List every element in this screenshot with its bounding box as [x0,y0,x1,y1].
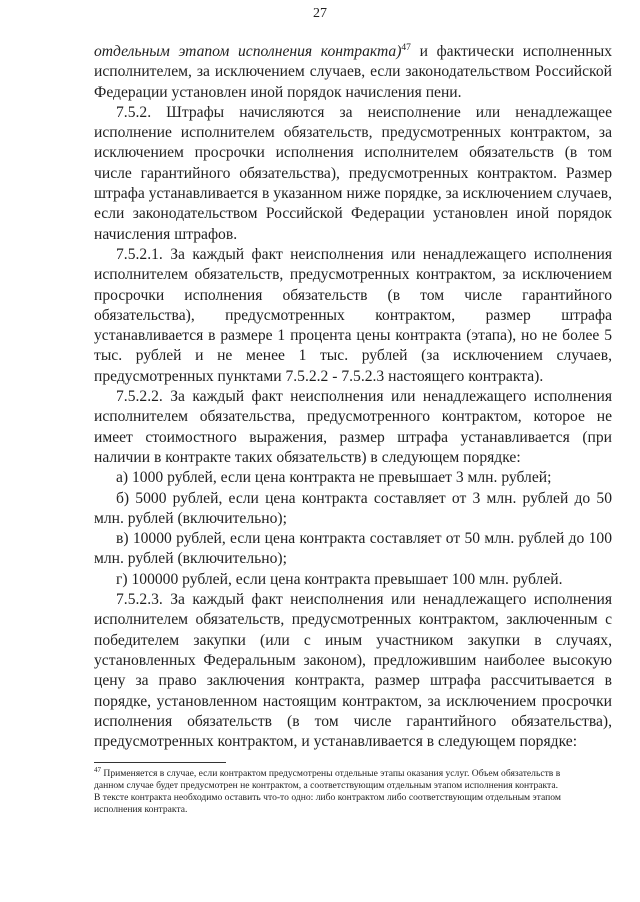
italic-lead-text: отдельным этапом исполнения контракта) [94,43,402,60]
clause-7-5-2-2: 7.5.2.2. За каждый факт неисполнения или ненадлежащего исполнения исполнителем обязательства, предусмотренного контрактом, которое не имеет стоимостного выражения, размер штрафа устанавливается (при наличии в контракте таких обязательств) в следующем порядке: [94,388,612,466]
footnote-text: Применяется в случае, если контрактом предусмотрены отдельные этапы оказания услуг. Объем обязательств в данном случае будет предусмотрен не контрактом, а соответствующим отдельным этапом исполнения контракта. В тексте контракта необходимо оставить что-то одно: либо контрактом либо соответствующим отдельным этапом исполнения контракта. [94,768,561,816]
footnote-reference[interactable]: 47 [401,43,411,53]
list-item-v: в) 10000 рублей, если цена контракта составляет от 50 млн. рублей до 100 млн. рублей (включительно); [94,530,612,568]
footnote-mark: 47 [94,766,101,774]
clause-7-5-2-3: 7.5.2.3. За каждый факт неисполнения или ненадлежащего исполнения исполнителем обязательств, предусмотренных контрактом, заключенным с победителем закупки (или с иным участником закупки в случаях, установленных Федеральным законом), предложившим наиболее высокую цену за право заключения контракта, размер штрафа рассчитывается в порядке, установленном настоящим контрактом, за исключением просрочки исполнения обязательств (в том числе гарантийного обязательства), предусмотренных контрактом, и устанавливается в следующем порядке: [94,591,612,751]
clause-7-5-2-1: 7.5.2.1. За каждый факт неисполнения или ненадлежащего исполнения исполнителем обязательств, предусмотренных контрактом, за исключением просрочки исполнения обязательств (в том числе гарантийного обязательства), предусмотренных контрактом, размер штрафа устанавливается в размере 1 процента цены контракта (этапа), но не более 5 тыс. рублей и не менее 1 тыс. рублей (за исключением случаев, предусмотренных пунктами 7.5.2.2 - 7.5.2.3 настоящего контракта). [94,245,612,385]
list-item-g: г) 100000 рублей, если цена контракта превышает 100 млн. рублей. [116,570,563,588]
paragraph-continuation [94,42,612,103]
footnote-separator [94,762,226,763]
contract-body [94,42,612,752]
footnote [94,768,564,816]
list-item-b: б) 5000 рублей, если цена контракта составляет от 3 млн. рублей до 50 млн. рублей (включительно); [94,489,612,527]
page-number: 27 [313,6,327,21]
clause-7-5-2: 7.5.2. Штрафы начисляются за неисполнение или ненадлежащее исполнение исполнителем обязательств, предусмотренных контрактом, за исключением просрочки исполнения исполнителем обязательств (в том числе гарантийного обязательства), предусмотренных контрактом. Размер штрафа устанавливается в указанном ниже порядке, за исключением случаев, если законодательством Российской Федерации установлен иной порядок начисления штрафов. [94,103,612,243]
list-item-a: а) 1000 рублей, если цена контракта не превышает 3 млн. рублей; [116,469,552,487]
paragraph-text: и фактически исполненных исполнителем, за исключением случаев, если законодательством Российской Федерации установлен иной порядок начисления пени. [94,43,612,101]
